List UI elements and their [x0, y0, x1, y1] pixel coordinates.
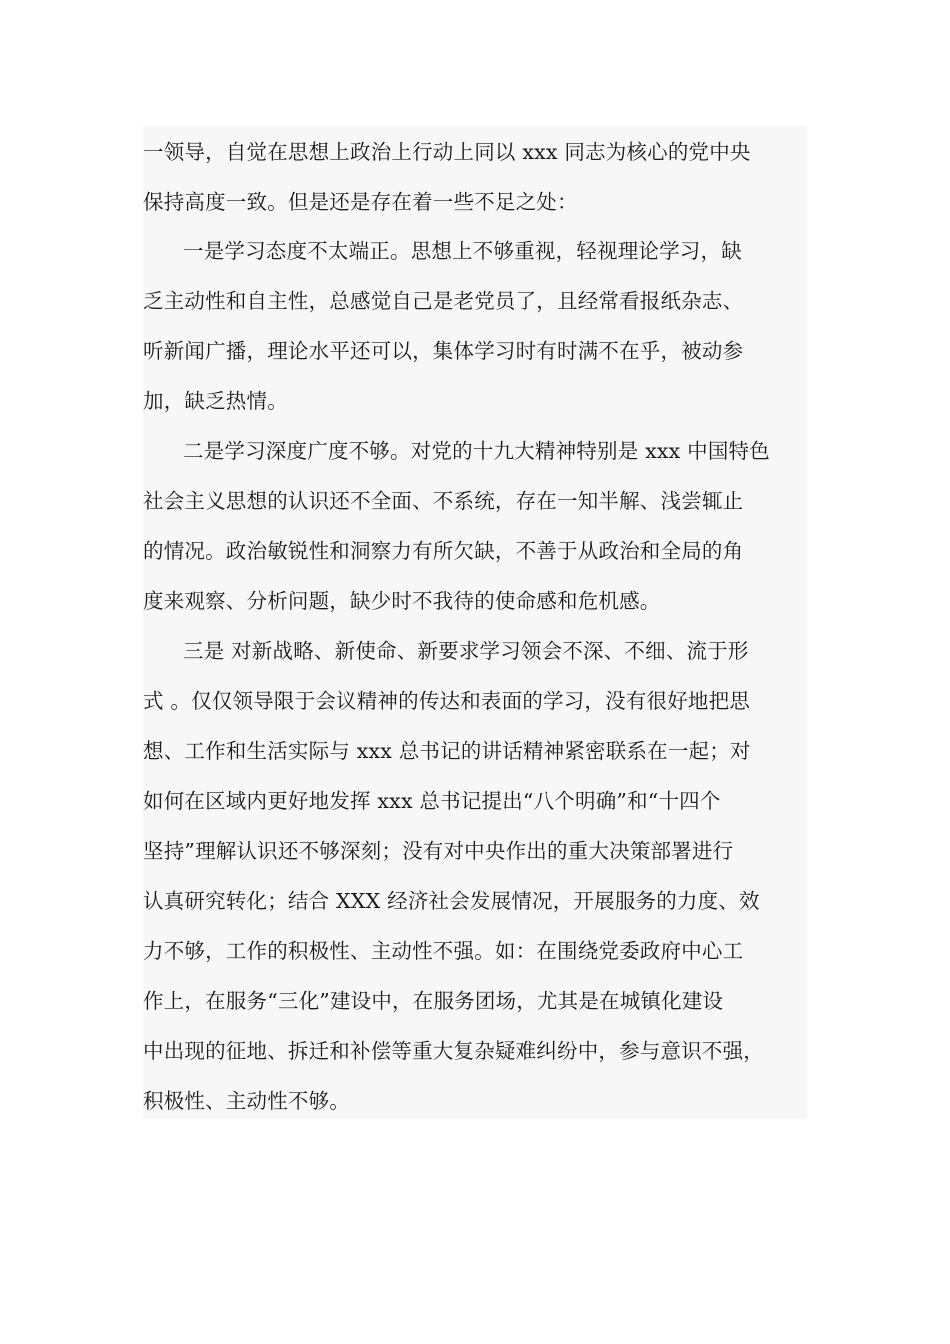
text-line: 乏主动性和自主性，总感觉自己是老党员了，且经常看报纸杂志、 — [143, 289, 744, 313]
text-line: 如何在区域内更好地发挥 xxx 总书记提出“八个明确”和“十四个 — [143, 789, 721, 813]
text-line: 力不够，工作的积极性、主动性不强。如：在围绕党委政府中心工 — [143, 939, 744, 963]
text-line: 度来观察、分析问题，缺少时不我待的使命感和危机感。 — [143, 589, 661, 613]
text-line: 的情况。政治敏锐性和洞察力有所欠缺，不善于从政治和全局的角 — [143, 539, 744, 563]
text-line: 想、工作和生活实际与 xxx 总书记的讲话精神紧密联系在一起；对 — [143, 739, 751, 763]
text-line: 一领导，自觉在思想上政治上行动上同以 xxx 同志为核心的党中央 — [143, 140, 751, 164]
text-line: 式 。仅仅领导限于会议精神的传达和表面的学习，没有很好地把思 — [143, 689, 751, 713]
text-line: 坚持”理解认识还不够深刻；没有对中央作出的重大决策部署进行 — [143, 839, 734, 863]
text-line: 积极性、主动性不够。 — [143, 1089, 350, 1113]
paragraph-3-start: 三是 对新战略、新使命、新要求学习领会不深、不细、流于形 — [183, 639, 749, 663]
text-line: 保持高度一致。但是还是存在着一些不足之处： — [143, 190, 578, 214]
text-line: 听新闻广播，理论水平还可以，集体学习时有时满不在乎，被动参 — [143, 339, 744, 363]
paragraph-2-start: 二是学习深度广度不够。对党的十九大精神特别是 xxx 中国特色 — [183, 439, 770, 463]
text-line: 作上，在服务“三化”建设中，在服务团场，尤其是在城镇化建设 — [143, 989, 724, 1013]
text-line: 社会主义思想的认识还不全面、不系统，存在一知半解、浅尝辄止 — [143, 489, 744, 513]
document-text-block — [143, 126, 807, 1119]
text-line: 中出现的征地、拆迁和补偿等重大复杂疑难纠纷中，参与意识不强， — [143, 1039, 764, 1063]
paragraph-1-start: 一是学习态度不太端正。思想上不够重视，轻视理论学习，缺 — [183, 239, 742, 263]
text-line: 认真研究转化；结合 XXX 经济社会发展情况，开展服务的力度、效 — [143, 889, 760, 913]
text-line: 加，缺乏热情。 — [143, 389, 288, 413]
